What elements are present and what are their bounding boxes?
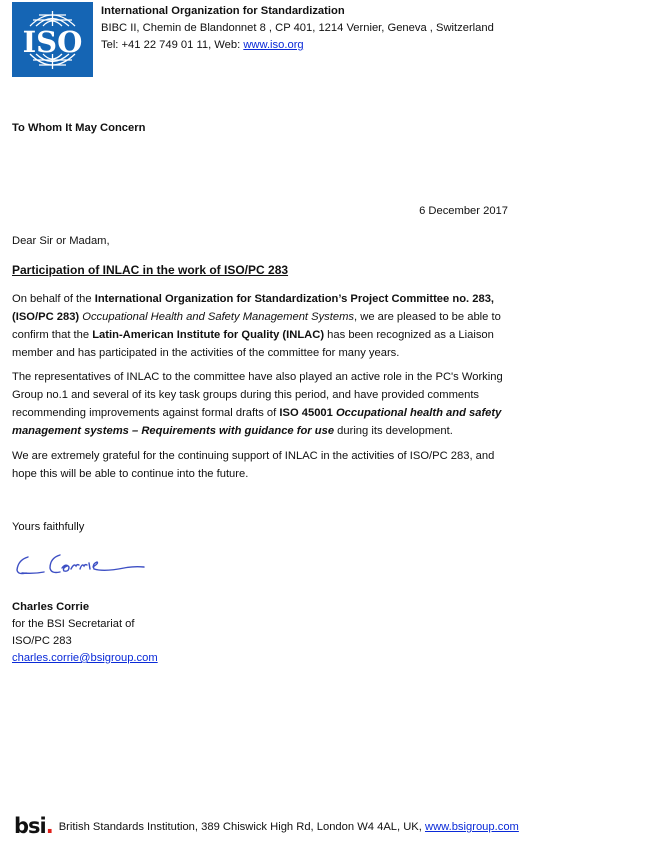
organization-contact <box>101 37 494 54</box>
text: On behalf of the <box>12 293 95 305</box>
bsi-logo-text: bsi <box>14 814 46 838</box>
signatory-block <box>12 599 158 667</box>
addressee: To Whom It May Concern <box>12 122 146 134</box>
greeting: Dear Sir or Madam, <box>12 235 110 247</box>
committee-name: International Organization for Standardization’s Project Committee no. 283, (ISO/PC 283) <box>12 293 495 323</box>
letter-date: 6 December 2017 <box>419 205 508 217</box>
bsi-logo-dot: . <box>45 814 53 838</box>
bsi-address: British Standards Institution, 389 Chiswick High Rd, London W4 4AL, UK, <box>58 821 425 833</box>
signatory-role: for the BSI Secretariat of <box>12 618 135 630</box>
footer <box>14 814 519 836</box>
paragraph-1 <box>12 290 522 362</box>
letterhead <box>101 3 494 54</box>
committee-title: Occupational Health and Safety Management Systems <box>79 311 355 323</box>
paragraph-3 <box>12 447 522 483</box>
standard-number: ISO 45001 <box>279 407 333 419</box>
standard-title: Occupational health and safety management systems – Requirements with guidance for use <box>12 407 502 437</box>
footer-address <box>59 819 519 836</box>
text: , we are pleased to be able to confirm that the <box>12 311 501 341</box>
signatory-name: Charles Corrie <box>12 601 90 613</box>
tel-web-label: Tel: +41 22 749 01 11, Web: <box>101 39 244 51</box>
letter-subject: Participation of INLAC in the work of ISO/PC 283 <box>12 263 289 277</box>
handwritten-signature-icon <box>14 548 154 582</box>
institute-name: Latin-American Institute for Quality (INLAC) <box>92 329 325 341</box>
svg-text:ISO: ISO <box>22 25 83 59</box>
signatory-committee: ISO/PC 283 <box>12 635 72 647</box>
paragraph-2 <box>12 368 522 440</box>
iso-web-link[interactable]: www.iso.org <box>243 39 304 51</box>
text: We are extremely grateful for the continuing support of INLAC in the activities of ISO/PC 283, and hope this will be able to continue into the future. <box>12 450 495 480</box>
signature-image <box>14 548 154 585</box>
iso-globe-icon <box>12 2 93 77</box>
bsi-web-link[interactable]: www.bsigroup.com <box>424 821 519 833</box>
organization-address: BIBC II, Chemin de Blandonnet 8 , CP 401, 1214 Vernier, Geneva , Switzerland <box>101 22 494 34</box>
signatory-email-link[interactable]: charles.corrie@bsigroup.com <box>12 652 158 664</box>
bsi-logo <box>14 816 53 836</box>
closing: Yours faithfully <box>12 521 85 533</box>
organization-name: International Organization for Standardization <box>101 5 345 17</box>
text: has been recognized as a Liaison member and has participated in the activities of the committee for many years. <box>12 329 494 359</box>
iso-logo <box>12 2 93 77</box>
text: during its development. <box>334 425 453 437</box>
text: The representatives of INLAC to the committee have also played an active role in the PC's Working Group no.1 and several of its key task groups during this period, and have provided comments recommending improvements against formal drafts of <box>12 371 503 419</box>
